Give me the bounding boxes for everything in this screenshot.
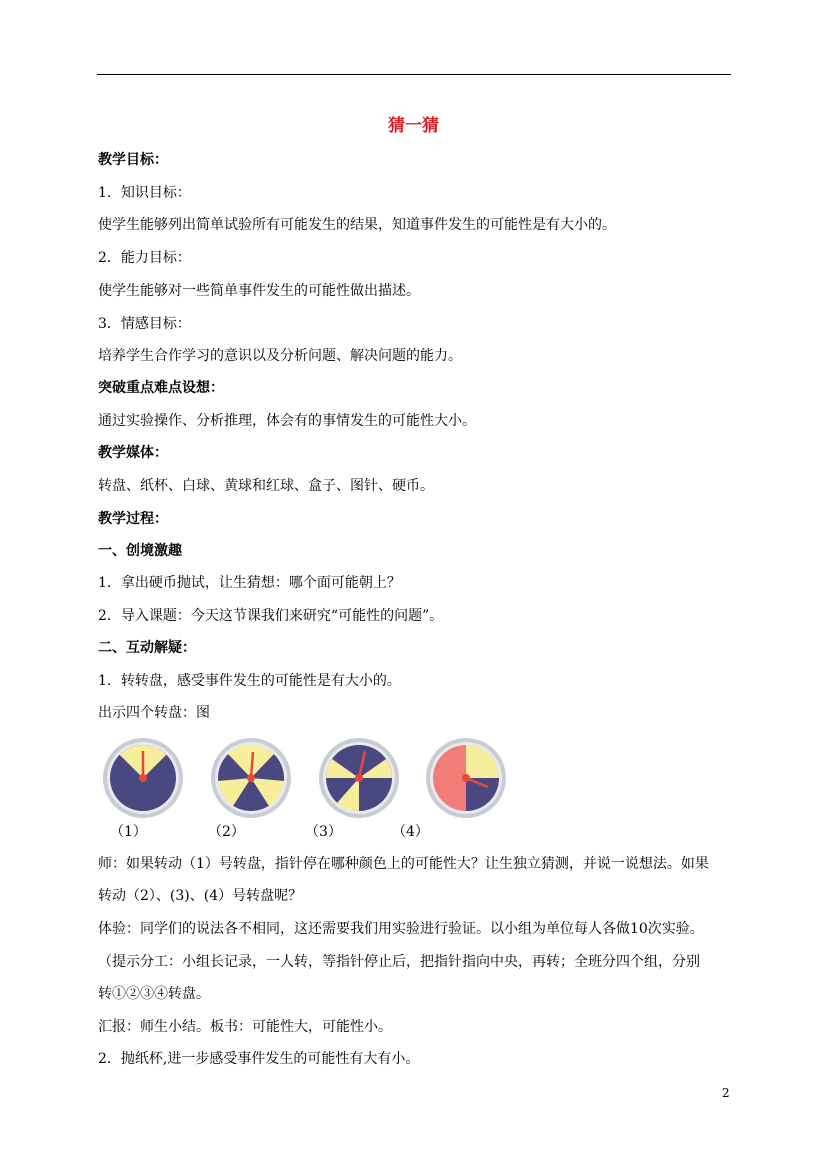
key-points-text: 通过实验操作、分析推理，体会有的事情发生的可能性大小。: [98, 413, 476, 429]
objective-2-heading: 2．能力目标：: [98, 250, 191, 266]
spinner-4-image: [422, 738, 510, 818]
heading-process: 教学过程：: [98, 511, 168, 527]
objective-1-heading: 1．知识目标：: [98, 185, 191, 201]
spinner-1-caption: （1）: [110, 824, 147, 840]
section-1-heading: 一、创境激趣: [98, 543, 182, 559]
heading-objectives: 教学目标：: [98, 152, 168, 168]
teacher-question-line-2: 转动（2）、(3)、(4）号转盘呢？: [98, 888, 303, 904]
page-title: 猜一猜: [388, 116, 439, 136]
section-2-heading: 二、互动解疑：: [98, 640, 196, 656]
objective-3-text: 培养学生合作学习的意识以及分析问题、解决问题的能力。: [98, 348, 462, 364]
spinner-intro: 出示四个转盘：图: [98, 705, 210, 721]
objective-2-text: 使学生能够对一些简单事件发生的可能性做出描述。: [98, 283, 420, 299]
section-2-item-2: 2．抛纸杯,进一步感受事件发生的可能性有大有小。: [98, 1051, 420, 1067]
spinner-4-caption: （4）: [392, 824, 429, 840]
header-rule: [97, 74, 731, 75]
teacher-question-line-1: 师：如果转动（1）号转盘，指针停在哪种颜色上的可能性大？让生独立猜测，并说一说想法。如果: [98, 856, 709, 872]
objective-3-heading: 3．情感目标：: [98, 316, 191, 332]
spinner-2-caption: （2）: [208, 824, 245, 840]
section-1-item-1: 1．拿出硬币抛试，让生猜想：哪个面可能朝上？: [98, 575, 401, 591]
objective-1-text: 使学生能够列出简单试验所有可能发生的结果，知道事件发生的可能性是有大小的。: [98, 217, 616, 233]
experience-line-1: 体验：同学们的说法各不相同，这还需要我们用实验进行验证。以小组为单位每人各做10次实验。: [98, 921, 704, 937]
section-1-item-2: 2．导入课题：今天这节课我们来研究“可能性的问题”。: [98, 608, 444, 624]
spinner-3-image: [315, 738, 403, 818]
section-2-item-1: 1．转转盘，感受事件发生的可能性是有大小的。: [98, 673, 401, 689]
spinner-3-caption: （3）: [305, 824, 342, 840]
heading-key-points: 突破重点难点设想：: [98, 380, 224, 396]
page-number: 2: [722, 1086, 730, 1100]
spinner-2-image: [207, 738, 295, 818]
media-text: 转盘、纸杯、白球、黄球和红球、盒子、图针、硬币。: [98, 478, 434, 494]
spinner-1-image: [99, 738, 187, 818]
experience-line-2: （提示分工：小组长记录，一人转，等指针停止后，把指针指向中央，再转；全班分四个组，分别: [98, 954, 700, 970]
heading-media: 教学媒体：: [98, 445, 168, 461]
report-line: 汇报：师生小结。板书：可能性大，可能性小。: [98, 1019, 392, 1035]
experience-line-3: 转①②③④转盘。: [98, 986, 210, 1002]
